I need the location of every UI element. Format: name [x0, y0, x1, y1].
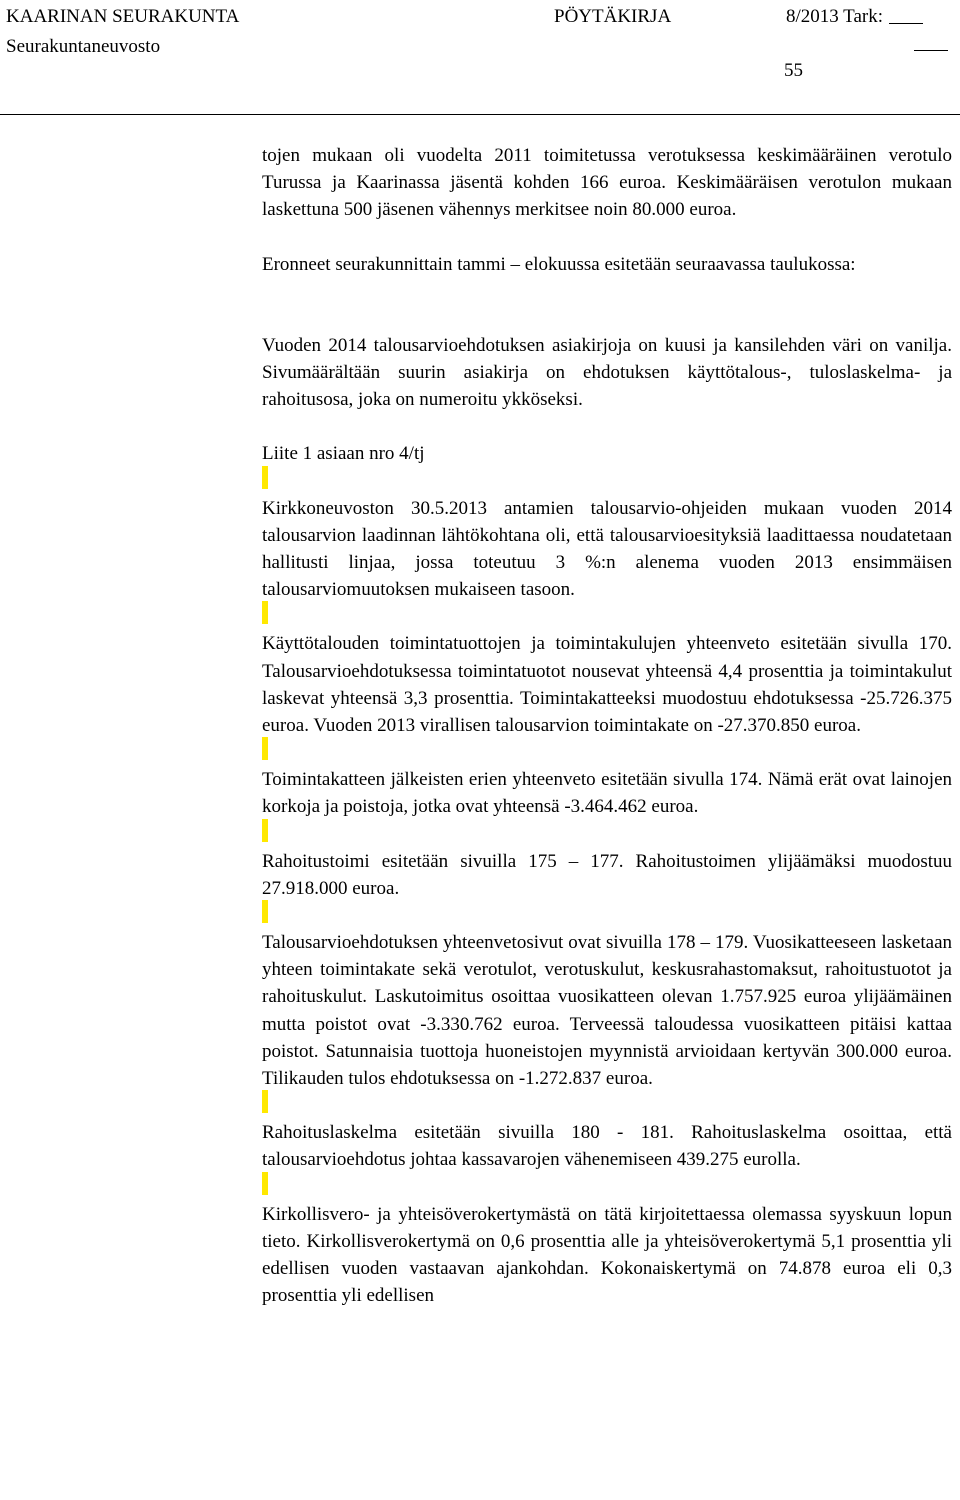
- paragraph-cash-flow: [262, 1119, 952, 1173]
- paragraph-items-after-margin: [262, 766, 952, 820]
- paragraph-cash-flow-text: Rahoituslaskelma esitetään sivuilla 180 - 181. Rahoituslaskelma osoittaa, että talousarvioehdotus johtaa kassavarojen vähenemiseen 439.275 eurolla.: [262, 1122, 952, 1171]
- paragraph-financing: [262, 848, 952, 902]
- reviewer-signature-line-2: [914, 50, 948, 51]
- paragraph-operating-economy: [262, 630, 952, 739]
- change-bar: [262, 1172, 268, 1195]
- paragraph-summary-pages: [262, 929, 952, 1092]
- header-divider: [0, 114, 960, 115]
- organization-name: KAARINAN SEURAKUNTA: [6, 6, 240, 27]
- change-bar: [262, 900, 268, 923]
- document-body: [262, 142, 952, 1310]
- unit-name: Seurakuntaneuvosto: [6, 36, 161, 57]
- paragraph-tax-income: tojen mukaan oli vuodelta 2011 toimitetussa verotuksessa keskimääräinen verotulo Turussa ja Kaarinassa jäsentä kohden 166 euroa. Keskimääräisen verotulon mukaan laskettuna 500 jäsenen vähennys merkitsee noin 80.000 euroa.: [262, 145, 952, 221]
- paragraph-financing-text: Rahoitustoimi esitetään sivuilla 175 – 177. Rahoitustoimen ylijäämäksi muodostuu 27.918.000 euroa.: [262, 850, 952, 899]
- document-number: [786, 6, 923, 28]
- paragraph-attachment: Liite 1 asiaan nro 4/tj: [262, 443, 425, 465]
- paragraph-budget-guidelines: [262, 495, 952, 604]
- paragraph-resigned-members: Eronneet seurakunnittain tammi – elokuussa esitetään seuraavassa taulukossa:: [262, 253, 856, 275]
- reviewer-signature-line: [889, 23, 923, 24]
- change-bar: [262, 737, 268, 760]
- paragraph-tax-accrual-text: Kirkollisvero- ja yhteisöverokertymästä on tätä kirjoitettaessa olemassa syyskuun lopun tieto. Kirkollisverokertymä on 0,6 prosenttia alle ja yhteisöverokertymä 5,1 prosenttia yli edellisen vuoden vastaavan ajankohdan. Kokonaiskertymä on 74.878 euroa eli 0,3 prosenttia yli edellisen: [262, 1203, 952, 1307]
- paragraph-items-after-margin-text: Toimintakatteen jälkeisten erien yhteenveto esitetään sivulla 174. Nämä erät ovat lainojen korkoja ja poistoja, jotka ovat yhteensä -3.464.462 euroa.: [262, 769, 952, 818]
- change-bar: [262, 466, 268, 489]
- change-bar: [262, 601, 268, 624]
- paragraph-budget-guidelines-text: Kirkkoneuvoston 30.5.2013 antamien talousarvio-ohjeiden mukaan vuoden 2014 talousarvion laadinnan lähtökohtana oli, että talousarvioesityksiä laadittaessa noudatetaan hallitusti linjaa, jossa toteutuu 3 %:n alenema vuoden 2013 ensimmäisen talousarviomuutoksen mukaiseen tasoon.: [262, 497, 952, 601]
- page-number: 55: [784, 60, 803, 81]
- paragraph-operating-economy-text: Käyttötalouden toimintatuottojen ja toimintakulujen yhteenveto esitetään sivulla 170. Talousarvioehdotuksessa toimintatuotot nousevat yhteensä 4,4 prosenttia ja toimintakulut laskevat yhteensä 3,3 prosenttia. Toimintakatteeksi muodostuu ehdotuksessa -25.726.375 euroa. Vuoden 2013 virallisen talousarvion toimintakate on -27.370.850 euroa.: [262, 633, 952, 737]
- paragraph-tax-accrual: [262, 1201, 952, 1310]
- page-header: [0, 0, 960, 116]
- document-type: PÖYTÄKIRJA: [554, 6, 672, 27]
- change-bar: [262, 819, 268, 842]
- paragraph-budget-documents: Vuoden 2014 talousarvioehdotuksen asiakirjoja on kuusi ja kansilehden väri on vanilja. Sivumäärältään suurin asiakirja on ehdotuksen käyttötalous-, tuloslaskelma- ja rahoitusosa, joka on numeroitu ykköseksi.: [262, 334, 952, 411]
- paragraph-summary-pages-text: Talousarvioehdotuksen yhteenvetosivut ovat sivuilla 178 – 179. Vuosikatteeseen lasketaan yhteen toimintakate sekä verotulot, verotuskulut, keskusrahastomaksut, rahoitustuotot ja rahoituskulut. Laskutoimitus osoittaa vuosikatteen olevan 1.757.925 euroa ylijäämäinen mutta poistot ovat -3.330.762 euroa. Terveessä taloudessa vuosikatteen pitäisi kattaa poistot. Satunnaisia tuottoja huoneistojen myynnistä arvioidaan kertyvän 300.000 euroa. Tilikauden tulos ehdotuksessa on -1.272.837 euroa.: [262, 932, 952, 1090]
- document-number-text: 8/2013 Tark:: [786, 6, 884, 27]
- change-bar: [262, 1090, 268, 1113]
